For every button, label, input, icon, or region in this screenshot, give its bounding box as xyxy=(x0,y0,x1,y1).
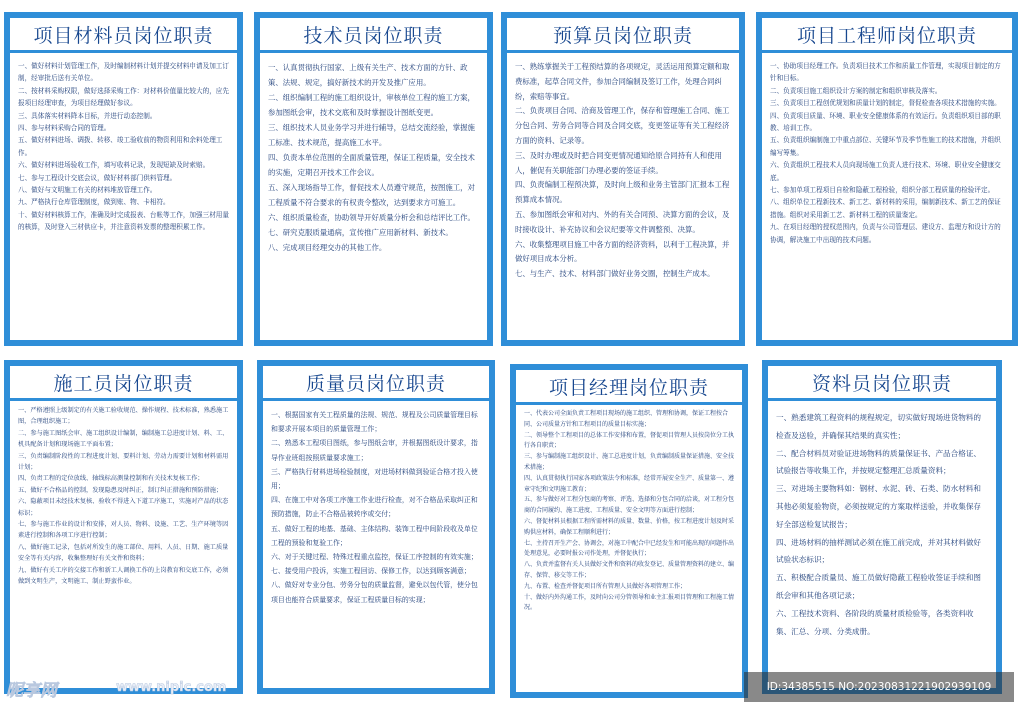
duty-item: 五、参加图纸会审和对内、外的有关合同预、决算方面的会议，及时接收设计、补充协议和会议纪要等文件调整预、决算。 xyxy=(515,209,730,234)
duty-item: 六、隐蔽项目未经技术复核、验收不得进入下道工序施工，实施对产品的状态标识； xyxy=(18,498,229,517)
duty-item: 二、领导整个工程项目的总体工作安排和布置，督促项目管理人员按岗位分工执行各自职责； xyxy=(524,431,735,450)
duty-list xyxy=(768,401,996,640)
watermark-logo: 昵享网 xyxy=(6,681,57,701)
duty-item: 五、做好材料进场、调拨、转移、竣工验收前的物资利用和余料处理工作。 xyxy=(18,136,223,157)
duty-item: 二、按材料采购权限，做好选择采购工作：对材料价值量比较大的，应先报项目经理审查，为项目经理做好参议。 xyxy=(18,86,229,108)
duty-item: 二、负责项目合同、洽商及管理工作，保存和管理施工合同、施工分包合同、劳务合同等合同及合同交底，变更签证等有关工程经济方面的资料、记录等。 xyxy=(515,106,730,145)
duty-item: 五、深入现场指导工作，督促技术人员遵守规范，按图施工，对工程质量不符合要求的有权责令整改，达到要求方可施工。 xyxy=(268,183,475,207)
duty-item: 八、完成项目经理交办的其他工作。 xyxy=(268,243,387,252)
duty-list xyxy=(263,401,489,607)
duty-list xyxy=(762,53,1012,246)
board-title: 预算员岗位职责 xyxy=(552,24,693,47)
board-header xyxy=(260,18,487,53)
watermark-url: www.nipic.com xyxy=(116,680,227,695)
duty-item: 八、做好施工记录，包括对所发生的施工部位、用料、人员、日期、施工质量安全等有关内容，收集整理好有关文件和资料； xyxy=(18,543,229,563)
duty-item: 九、做好有关工序的交接工作和新工人调换工作的上岗教育和交底工作，必须做到文明生产，文明施工、制止野蛮作业。 xyxy=(18,566,229,586)
duty-item: 一、熟悉建筑工程资料的规程规定，切实做好现场进货物料的检查及送验，并确保其结果的真实性； xyxy=(776,413,982,440)
duty-item: 八、负责并监督有关人员做好文件和资料的收发登记、质量管理资料的建立、编存、保管、移交等工作； xyxy=(524,561,735,579)
duty-item: 六、对于关键过程、特殊过程重点监控，保证工序控制的有效实施； xyxy=(271,553,478,562)
board-construction-worker xyxy=(4,360,243,694)
board-header xyxy=(762,18,1012,53)
duty-item: 七、与生产、技术、材料部门做好业务交圈，控制生产成本。 xyxy=(515,269,715,279)
duty-item: 一、认真贯彻执行国家、上级有关生产、技术方面的方针、政策、法规、规定，搞好新技术的开发及推广应用。 xyxy=(268,63,468,87)
board-material-clerk xyxy=(4,12,243,346)
board-header xyxy=(768,366,996,401)
board-title: 施工员岗位职责 xyxy=(53,372,194,395)
duty-item: 三、具体落实材料降本目标，并进行动态控制。 xyxy=(18,111,157,120)
board-budgeter xyxy=(501,12,745,346)
duty-item: 三、负责编制阶段性的工程进度计划、要料计划、劳动力需要计划和材料需用计划； xyxy=(18,452,229,472)
duty-item: 九、在项目经理的授权范围内，负责与公司管理层、建设方、监理方和设计方的协调，解决施工中出现的技术问题。 xyxy=(770,223,1001,244)
duty-item: 六、做好材料进场验收工作，填写收料记录，发现短缺及时索赔。 xyxy=(18,161,210,170)
duty-item: 一、严格遵照上级制定的有关施工验收规范、操作规程、技术标准，熟悉施工图，合理组织施工； xyxy=(18,407,229,426)
duty-item: 八、组织单位工程新技术、新工艺、新材料的采用，编制新技术、新工艺的保证措施。组织对采用新工艺、新材料工程的质量鉴定。 xyxy=(770,198,1001,219)
duty-item: 六、组织质量检查，协助领导开好质量分析会和总结评比工作。 xyxy=(268,213,475,222)
duty-item: 十、做好内外沟通工作，及时向公司分管领导和业主汇报项目管理和工程施工情况。 xyxy=(524,593,735,612)
duty-item: 二、组织编制工程的施工组织设计，审核单位工程的施工方案，参加图纸会审，技术交底和及时掌握设计图纸变更。 xyxy=(268,93,475,117)
duty-item: 九、严格执行仓库管理制度，做到账、物、卡相符。 xyxy=(18,198,170,207)
duty-item: 四、在施工中对各项工序施工作业进行检查，对不合格品采取纠正和预防措施，防止不合格品被转序或交付； xyxy=(271,496,478,519)
duty-item: 三、负责项目工程创优规划和质量计划的制定，督促检查各项技术措施的实施。 xyxy=(770,99,1001,108)
board-title: 项目工程师岗位职责 xyxy=(796,24,977,47)
duty-item: 四、进场材料的抽样测试必须在施工前完成，并对其材料做好试验状态标识； xyxy=(776,537,982,565)
duty-item: 六、收集整理项目施工中各方面的经济资料，以利于工程决算，并做好项目成本分析。 xyxy=(515,239,730,264)
duty-item: 九、布置、检查并督促项目所有管理人员做好各项管理工作； xyxy=(524,582,687,590)
board-header xyxy=(507,18,739,53)
duty-item: 七、主持召开生产会、协调会，对施工中配合中已经发生和可能出现的问题作出处理意见，必要时报公司作处理，并督促执行； xyxy=(524,539,735,558)
duty-item: 四、参与材料采购合同的管理。 xyxy=(18,124,111,133)
duty-item: 二、配合材料员对验证进场物料的质量保证书、产品合格证、试验报告等收集工作，并按规定整理汇总质量资料； xyxy=(776,448,982,476)
duty-item: 三、组织技术人员业务学习并进行辅导，总结交流经验，掌握施工标准、技术规范，提高施工水平。 xyxy=(268,123,475,147)
board-technician xyxy=(254,12,493,346)
duty-item: 一、熟练掌握关于工程预结算的各项规定，灵活运用预算定额和取费标准，起草合同文件，参加合同编制及签订工作，处理合同纠纷，索赔等事宜。 xyxy=(515,62,730,101)
duty-item: 七、研究克服质量通病，宣传推广应用新材料、新技术。 xyxy=(268,228,453,237)
duty-item: 七、参加单项工程项目自检和隐蔽工程检验，组织分部工程质量的检验评定。 xyxy=(770,186,995,195)
board-title: 资料员岗位职责 xyxy=(811,372,952,395)
duty-item: 二、熟悉本工程项目图纸，参与图纸会审，并根据图纸设计要求，指导作业班组按照质量要求施工； xyxy=(271,439,478,462)
duty-item: 六、督促材料员根据工程所需材料的质量、数量、价格，按工程进度计划及时采购供应材料，确保工程顺利进行； xyxy=(524,517,735,536)
duty-item: 七、接受用户投诉，实施工程回访、保修工作，以达到顾客满意； xyxy=(271,567,471,576)
duty-item: 一、代表公司全面负责工程项目现场的施工组织、管理和协调，保证工程按合同、公司质量方针和工程项目的质量目标实施； xyxy=(524,410,729,428)
duty-item: 八、做好与文明施工有关的材料堆放管理工作。 xyxy=(18,186,157,195)
duty-list xyxy=(10,53,237,234)
board-title: 技术员岗位职责 xyxy=(303,24,444,47)
duty-item: 二、负责项目施工组织设计方案的制定和组织审核及落实。 xyxy=(770,86,942,95)
duty-item: 六、负责组织工程技术人员向现场施工负责人进行技术、环境、职业安全健康交底。 xyxy=(770,161,1001,182)
watermark-id: ID:34385515 NO:20230831221902939109 xyxy=(744,672,1014,702)
duty-list xyxy=(516,405,742,614)
duty-item: 二、参与施工图纸会审、施工组织设计编制，编制施工总进度计划、料、工、机具配备计划和现场施工平面布置； xyxy=(18,429,229,449)
duty-item: 七、参与工程设计交底会议，做好材料部门供料管理。 xyxy=(18,173,177,182)
duty-item: 五、积极配合质量员、施工员做好隐蔽工程验收签证手续和图纸会审和其他各项记录； xyxy=(776,573,982,600)
duty-item: 四、负责项目质量、环境、职业安全健康体系的有效运行。负责组织项目部的职教、培训工作。 xyxy=(770,111,1001,133)
board-header xyxy=(516,370,742,405)
board-project-engineer xyxy=(756,12,1018,346)
duty-item: 六、工程技术资料、各阶段的质量材质检验等，各类资料收集、汇总、分项、分类成册。 xyxy=(776,608,974,636)
duty-item: 一、协助项目经理工作。负责项目技术工作和质量工作管理，实现项目制定的方针和目标。 xyxy=(770,62,1001,83)
board-title: 项目经理岗位职责 xyxy=(548,376,709,399)
duty-item: 八、做好对专业分包、劳务分包的质量监督，避免以包代管，使分包项目也能符合质量要求，保证工程质量目标的实现； xyxy=(271,581,478,604)
board-title: 项目材料员岗位职责 xyxy=(33,24,214,47)
board-quality-inspector xyxy=(257,360,495,694)
duty-item: 四、负责工程的定位放线、轴线标高测量控制和有关技术复核工作； xyxy=(18,475,204,483)
duty-list xyxy=(507,53,739,282)
duty-item: 五、做好不合格品的控制，发现隐患及时纠正，制订纠正措施和预防措施； xyxy=(18,486,223,494)
duty-item: 三、参与编制施工组织设计、施工总进度计划，负责编制质量保证措施、安全技术措施； xyxy=(524,453,735,471)
duty-item: 一、根据国家有关工程质量的法规、规范、规程及公司质量管理目标和要求开展本项目的质量管理工作； xyxy=(271,411,478,434)
duty-list xyxy=(260,53,487,255)
board-project-manager xyxy=(510,364,748,698)
duty-item: 七、参与施工作业的设计和安排，对人员、物料、设施、工艺、生产环境等因素进行控制和各项工序进行控制； xyxy=(18,521,229,540)
board-header xyxy=(263,366,489,401)
duty-item: 十、做好材料核算工作，准确及时完成报表、台帐等工作，加强三材用量的核算，及时登入三材供应卡，并注意资料发票的整理积累工作。 xyxy=(18,210,229,232)
duty-item: 三、及时办理或及时把合同变更情况通知给原合同持有人和使用人，催促有关职能部门办理必要的签证手续。 xyxy=(515,150,722,175)
duty-list xyxy=(10,401,237,588)
board-header xyxy=(10,18,237,53)
board-document-clerk xyxy=(762,360,1002,694)
duty-item: 四、负责编制工程预决算，及时向上级和业务主管部门汇报本工程预算成本情况。 xyxy=(515,180,730,205)
duty-item: 五、参与做好对工程分包商的考察、评选、选择和分包合同的洽谈，对工程分包商的合同履约、施工进度、工程质量、安全文明等方面进行控制； xyxy=(524,496,735,515)
duty-item: 三、对进场主要物料如：钢材、水泥、砖、石类、防水材料和其他必须复验物资，必须按规定的方案取样送验，并收集保存好全部送检复试报告； xyxy=(776,484,982,529)
duty-item: 一、做好材料计划管理工作，及时编制材料计划并提交材料申请及加工订制，经审批后送有关单位。 xyxy=(18,62,229,83)
duty-item: 三、严格执行材料进场检验制度，对进场材料做到验证合格才投入使用； xyxy=(271,467,478,491)
board-title: 质量员岗位职责 xyxy=(305,372,446,395)
duty-item: 五、做好工程的地基、基础、主体结构、装饰工程中间阶段收及单位工程的预验和复验工作； xyxy=(271,524,478,547)
duty-item: 四、认真贯彻执行国家各项政策法令和标准，经常开展安全生产、质量第一、遵章守纪和文明施工教育； xyxy=(524,474,735,493)
duty-item: 四、负责本单位范围的全面质量管理，保证工程质量，安全技术的实施，定期召开技术工作会议。 xyxy=(268,153,475,177)
duty-item: 五、负责组织编制施工中重点部位、关键环节及季节性施工的技术措施，并组织编写筹集。 xyxy=(770,136,1001,157)
board-header xyxy=(10,366,237,401)
